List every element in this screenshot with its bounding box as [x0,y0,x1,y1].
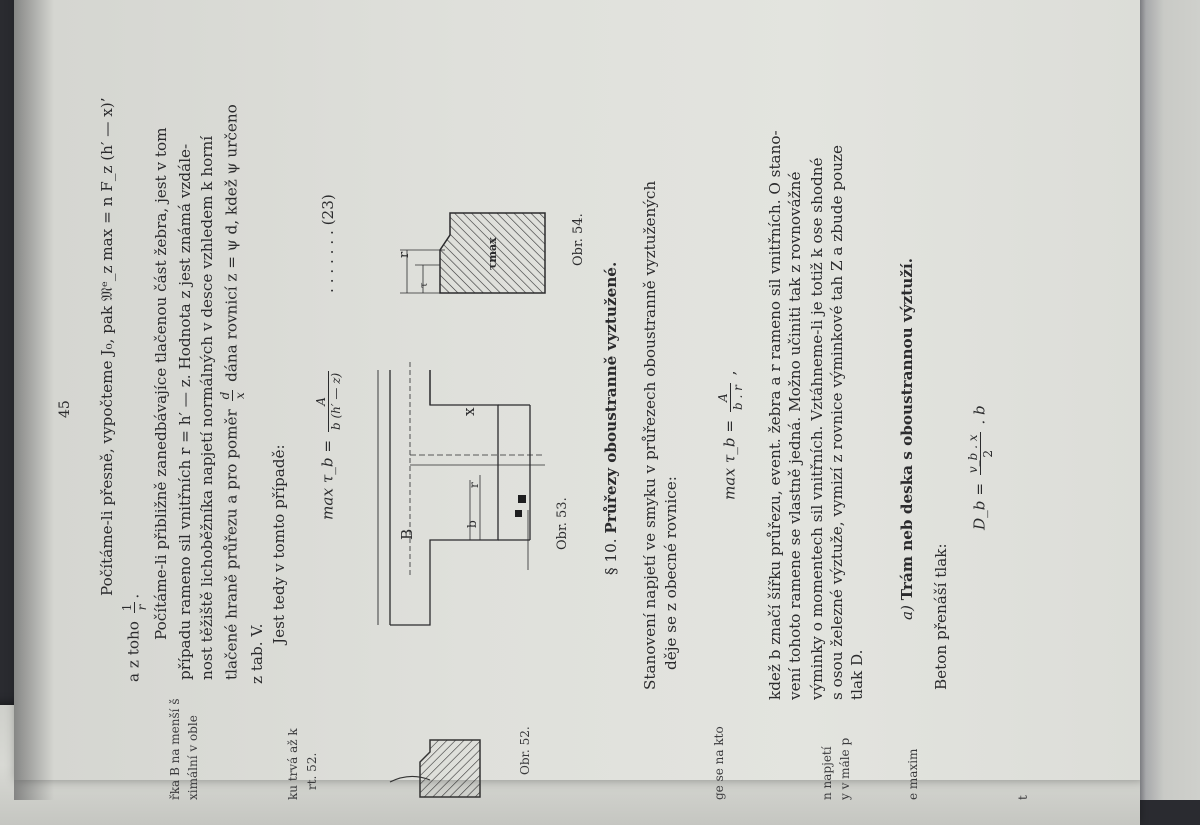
book-gutter-shadow [14,0,54,800]
section-heading [604,262,619,575]
formula-23 [314,194,343,520]
fraction-numerator: A [716,383,731,412]
formula-tau [716,371,745,500]
section-title: Průřezy oboustranně vyztužené. [602,261,620,534]
text-line-9: Stanovení napjetí ve smyku v průřezech oboustranně vyztužených [641,180,659,690]
text-line-8: Jest tedy v tomto případě: [270,444,288,644]
formula-tau-tail: , [720,370,739,376]
text-line-12: vení tohoto ramene se vlastně jedná. Možno učiniti tak z rovnovážné [786,171,804,700]
text-line-7: z tab. V. [248,623,266,684]
fig53-label-x: x [460,407,478,416]
fig53-label-b: b [465,520,479,528]
under-snippet: rt. 52. [305,752,319,790]
under-snippet: y v mále p [838,737,852,800]
text-line-3: Počítáme-li přibližně zanedbávajíce tlačenou část žebra, jest v tom [152,127,170,640]
fraction-numerator: v_b . x [966,434,980,474]
under-figure-52 [380,722,490,800]
text-line-6b: dána rovnicí z = ψ d, kdež ψ určeno [222,104,241,382]
text-line-14: s osou železné výztuže, vymizí z rovnice výminkové tah Z a zbude pouze [828,145,846,700]
fig53-label-B: B [398,528,416,540]
fraction-denominator: x [233,392,247,399]
figure-54 [395,205,555,325]
under-snippet: ximální v oble [186,715,200,800]
formula-23-lhs: max τ_b = [318,439,337,520]
subheading-a [900,258,915,620]
under-snippet: ge se na kto [712,726,726,800]
fraction-denominator: r [135,604,149,611]
text-line-13: výminky o momentech sil vnitřních. Vztáhneme-li je totiž k ose shodné [808,157,826,700]
under-snippet: e maxim [906,748,920,800]
subheading-a-text: Trám neb deska s oboustrannou výztuží. [898,257,916,601]
under-snippet: ku trvá až k [286,728,300,800]
formula-Db-fraction [966,432,995,475]
text-line-2-text: a z toho [124,621,143,682]
text-line-4: případu rameno sil vnitřních r = h′ — z. Hodnota z jest známá vzdále- [176,143,194,680]
under-snippet: řka B na menší š [168,698,182,800]
formula-tau-fraction [716,383,745,412]
fraction-numerator: 1 [120,603,134,612]
text-line-5: nost těžiště lichoběžníka napjetí normálných v desce vzhledem k horní [198,135,216,680]
text-line-11: kdež b značí šířku průřezu, event. žebra a r rameno sil vnitřních. O stano- [766,130,784,700]
under-snippet: t [1016,795,1030,800]
page-edge-stack [1140,0,1200,800]
section-number: § 10. [602,538,620,575]
text-line-15: tlak D. [848,649,866,700]
subheading-a-letter: a) [898,605,916,620]
text-line-6a: tlačené hraně průřezu a pro poměr [222,409,241,680]
text-line-6 [218,104,247,680]
formula-Db-lhs: D_b = [970,482,989,530]
fig54-label-tau: τ [419,282,430,288]
formula-Db [966,405,995,530]
fraction-numerator: d [218,391,232,400]
fig54-label-taumax: τmax [486,237,499,270]
formula-tau-lhs: max τ_b = [720,419,739,500]
fraction-1-over-r [120,602,149,614]
formula-23-number: . . . . . . . (23) [318,194,337,293]
fig54-label-r: r [397,251,412,258]
figure-53 [370,360,550,630]
under-snippet: n napjetí [820,746,834,800]
text-line-1-text: Počítáme-li přesně, vypočteme J₀, pak 𝔐ᵉ_z max = n F_z (h′ — x)’ [98,97,116,596]
text-line-10: děje se z obecné rovnice: [662,476,680,670]
fraction-d-over-x [218,390,247,402]
fraction-denominator: b . r [731,385,745,411]
text-line-2: a z toho 1 r . [120,593,149,682]
page-number: 45 [57,400,73,418]
text-line-1 [100,97,115,596]
fraction-denominator: 2 [981,449,995,458]
under-snippet: Obr. 52. [518,726,532,775]
formula-Db-tail: . b [970,405,989,425]
caption-obr-54: Obr. 54. [571,213,586,266]
text-line-16: Beton přenáší tlak: [932,543,950,690]
fraction-denominator: b (h′ — z) [329,372,343,431]
fig53-label-r: r [467,482,481,488]
formula-23-fraction [314,371,343,432]
fraction-numerator: A [314,371,329,432]
caption-obr-53: Obr. 53. [555,497,570,550]
